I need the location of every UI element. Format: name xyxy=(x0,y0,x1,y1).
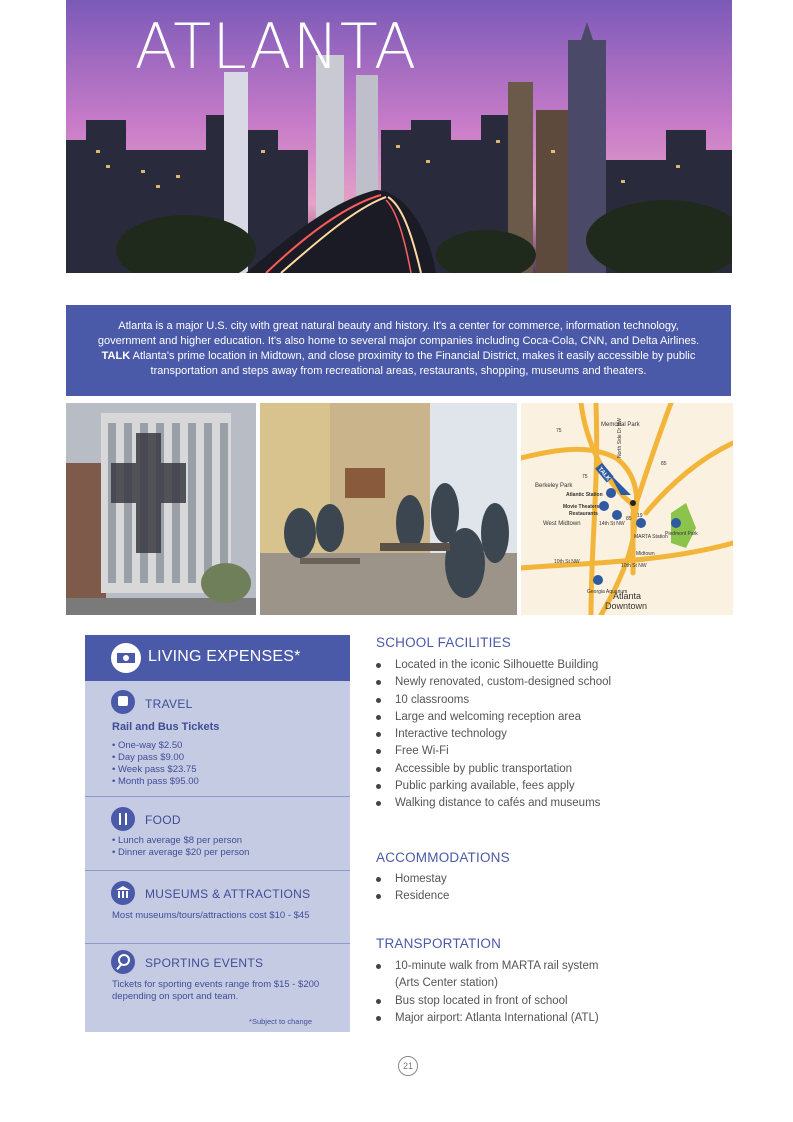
list-item xyxy=(376,958,706,993)
list-item-line: (Arts Center station) xyxy=(395,977,498,990)
map-label-hw85: 85 xyxy=(661,461,667,467)
map-label-north-side: North Side Dr NW xyxy=(617,417,623,458)
sporting-text-line: depending on sport and team. xyxy=(112,991,239,1002)
intro-text: Atlanta is a major U.S. city with great natural beauty and history. It's a center for commerce, information technology, government and higher education. It's also home to several major companies including Coca-Cola, CNN, and Delta Airlines. xyxy=(97,320,700,347)
list-item: Newly renovated, custom-designed school xyxy=(376,674,706,691)
subject-to-change-note: *Subject to change xyxy=(249,1017,312,1026)
map-label-talk: TALK xyxy=(596,466,612,483)
list-item: Located in the iconic Silhouette Building xyxy=(376,657,706,674)
utensils-icon xyxy=(111,807,135,831)
food-heading: FOOD xyxy=(145,813,181,827)
intro-brand: TALK xyxy=(101,350,131,362)
list-item: 10 classrooms xyxy=(376,692,706,709)
map-label-midtown: Midtown xyxy=(636,551,655,557)
school-facilities-section xyxy=(376,635,706,813)
travel-subheading: Rail and Bus Tickets xyxy=(112,721,220,733)
map-label-atlantic-station: Atlantic Station xyxy=(566,492,603,498)
students-photo xyxy=(260,403,517,615)
building-photo xyxy=(66,403,256,615)
map-label-14th-st: 14th St NW xyxy=(599,521,625,527)
map-label-movie-theaters: Movie Theaters xyxy=(563,504,600,510)
area-map xyxy=(521,403,733,615)
map-label-restaurants: Restaurants xyxy=(569,511,598,517)
divider xyxy=(85,943,350,944)
accommodations-list xyxy=(376,871,706,906)
map-label-west-midtown: West Midtown xyxy=(543,521,581,527)
intro-box xyxy=(66,305,731,396)
list-item: Major airport: Atlanta International (ATL) xyxy=(376,1010,706,1027)
hero-image xyxy=(66,0,732,273)
list-item: Walking distance to cafés and museums xyxy=(376,795,706,812)
list-item: Public parking available, fees apply xyxy=(376,778,706,795)
map-label-10th-st-right: 10th St NW xyxy=(621,563,647,569)
museums-heading: MUSEUMS & ATTRACTIONS xyxy=(145,887,311,901)
list-item: Homestay xyxy=(376,871,706,888)
museum-icon xyxy=(111,881,135,905)
list-item: Free Wi-Fi xyxy=(376,743,706,760)
map-label-aquarium: Georgia Aquarium xyxy=(587,589,628,595)
living-expenses-header xyxy=(85,635,350,681)
map-label-memorial-park: Memorial Park xyxy=(601,422,640,428)
money-icon xyxy=(111,643,141,673)
transportation-list xyxy=(376,958,706,1027)
list-item: Accessible by public transportation xyxy=(376,761,706,778)
list-item: Interactive technology xyxy=(376,726,706,743)
list-item: Large and welcoming reception area xyxy=(376,709,706,726)
transportation-heading: TRANSPORTATION xyxy=(376,936,502,951)
map-label-10th-st-left: 10th St NW xyxy=(554,559,580,565)
accommodations-section xyxy=(376,850,706,906)
list-item: Bus stop located in front of school xyxy=(376,993,706,1010)
map-label-hw19: 19 xyxy=(637,513,643,519)
map-label-hw75: 75 xyxy=(556,428,562,434)
school-facilities-list xyxy=(376,657,706,813)
map-label-marta: MARTA Station xyxy=(634,534,668,540)
living-expenses-panel xyxy=(85,635,350,1032)
map-label-downtown: Downtown xyxy=(605,601,648,611)
map-label-atlanta: Atlanta xyxy=(613,591,642,601)
map-label-piedmont: Piedmont Park xyxy=(665,531,698,537)
divider xyxy=(85,796,350,797)
map-label-berkeley-park: Berkeley Park xyxy=(535,483,573,489)
list-item: • Lunch average $8 per person xyxy=(112,835,243,846)
map-label-hw75b: 75 xyxy=(582,474,588,480)
list-item-line: 10-minute walk from MARTA rail system xyxy=(395,960,599,972)
map-label-hw85b: 85 xyxy=(626,516,632,522)
list-item: Residence xyxy=(376,888,706,905)
list-item: • Dinner average $20 per person xyxy=(112,847,250,858)
accommodations-heading: ACCOMMODATIONS xyxy=(376,850,510,865)
travel-heading: TRAVEL xyxy=(145,697,193,711)
list-item: • Month pass $95.00 xyxy=(112,776,199,787)
list-item: • One-way $2.50 xyxy=(112,740,183,751)
page-number: 21 xyxy=(398,1056,418,1076)
list-item: • Week pass $23.75 xyxy=(112,764,197,775)
divider xyxy=(85,870,350,871)
living-expenses-title: LIVING EXPENSES* xyxy=(148,648,301,665)
intro-text-continued: Atlanta's prime location in Midtown, and close proximity to the Financial District, makes it easily accessible by public transportation and steps away from recreational areas, restaurants, shopping, museums and theaters. xyxy=(130,350,696,377)
sporting-heading: SPORTING EVENTS xyxy=(145,956,264,970)
sporting-text-line: Tickets for sporting events range from $15 - $200 xyxy=(112,979,320,990)
train-icon xyxy=(111,690,135,714)
museums-text: Most museums/tours/attractions cost $10 - $45 xyxy=(112,910,310,921)
list-item: • Day pass $9.00 xyxy=(112,752,184,763)
school-facilities-heading: SCHOOL FACILITIES xyxy=(376,635,511,650)
page-title: ATLANTA xyxy=(134,10,418,83)
racket-icon xyxy=(111,950,135,974)
transportation-section xyxy=(376,936,706,1027)
